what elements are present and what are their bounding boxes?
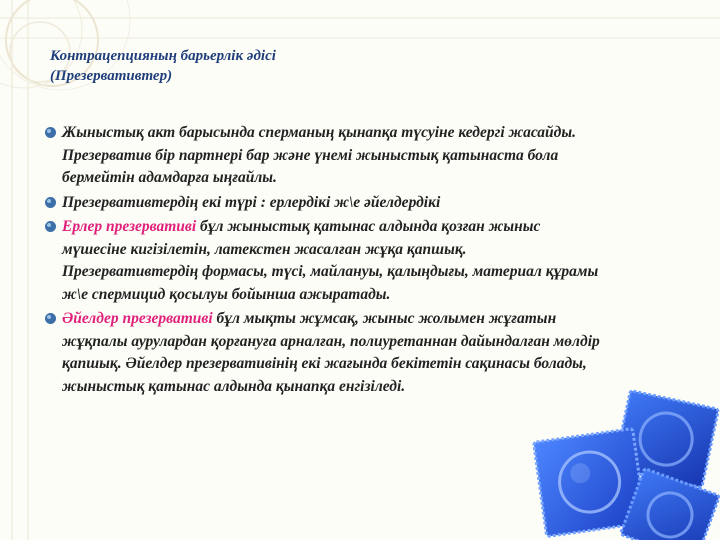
bullet-text: бұл мықты жұмсақ, жыныс жолымен жұғатын жұқпалы аурулардан қорғануға арналған, полиуретаннан дайындалған мөлдір қапшық. Әйелдер презервативінің екі жағында бекітетін сақинасы болады, жыныстық қатынас алдында қынапқа енгізіледі. (62, 310, 600, 395)
condom-packets-image (520, 390, 720, 540)
round-bullet-icon (44, 220, 57, 233)
bullet-text: бұл жыныстық қатынас алдында қозған жыныс мүшесіне кигізілетін, латекстен жасалған жұқа қапшық. Презервативтердің формасы, түсі, майлануы, қалыңдығы, материал құрамы ж\е спермицид қосылуы бойынша ажыратады. (62, 218, 599, 303)
bullet-text: Презервативтердің екі түрі : ерлердікі ж\е әйелдердікі (62, 193, 441, 211)
highlighted-term: Әйелдер презервативі (62, 310, 213, 327)
bullet-list (44, 122, 604, 400)
round-bullet-icon (44, 126, 57, 139)
title-line-2: (Презервативтер) (50, 68, 173, 84)
bullet-item (44, 216, 604, 306)
round-bullet-icon (44, 196, 57, 209)
title-line-1: Контрацепцияның барьерлік әдісі (50, 48, 276, 64)
bullet-item (44, 122, 604, 190)
slide-title (50, 46, 276, 86)
highlighted-term: Ерлер презервативі (62, 218, 197, 235)
bullet-text: Жыныстық акт барысында сперманың қынапқа түсуіне кедергі жасайды. Презерватив бір партнері бар және үнемі жыныстық қатынаста бола бермейтін адамдарға ыңғайлы. (62, 124, 576, 186)
round-bullet-icon (44, 312, 57, 325)
bullet-item (44, 308, 604, 398)
bullet-item (44, 192, 604, 215)
